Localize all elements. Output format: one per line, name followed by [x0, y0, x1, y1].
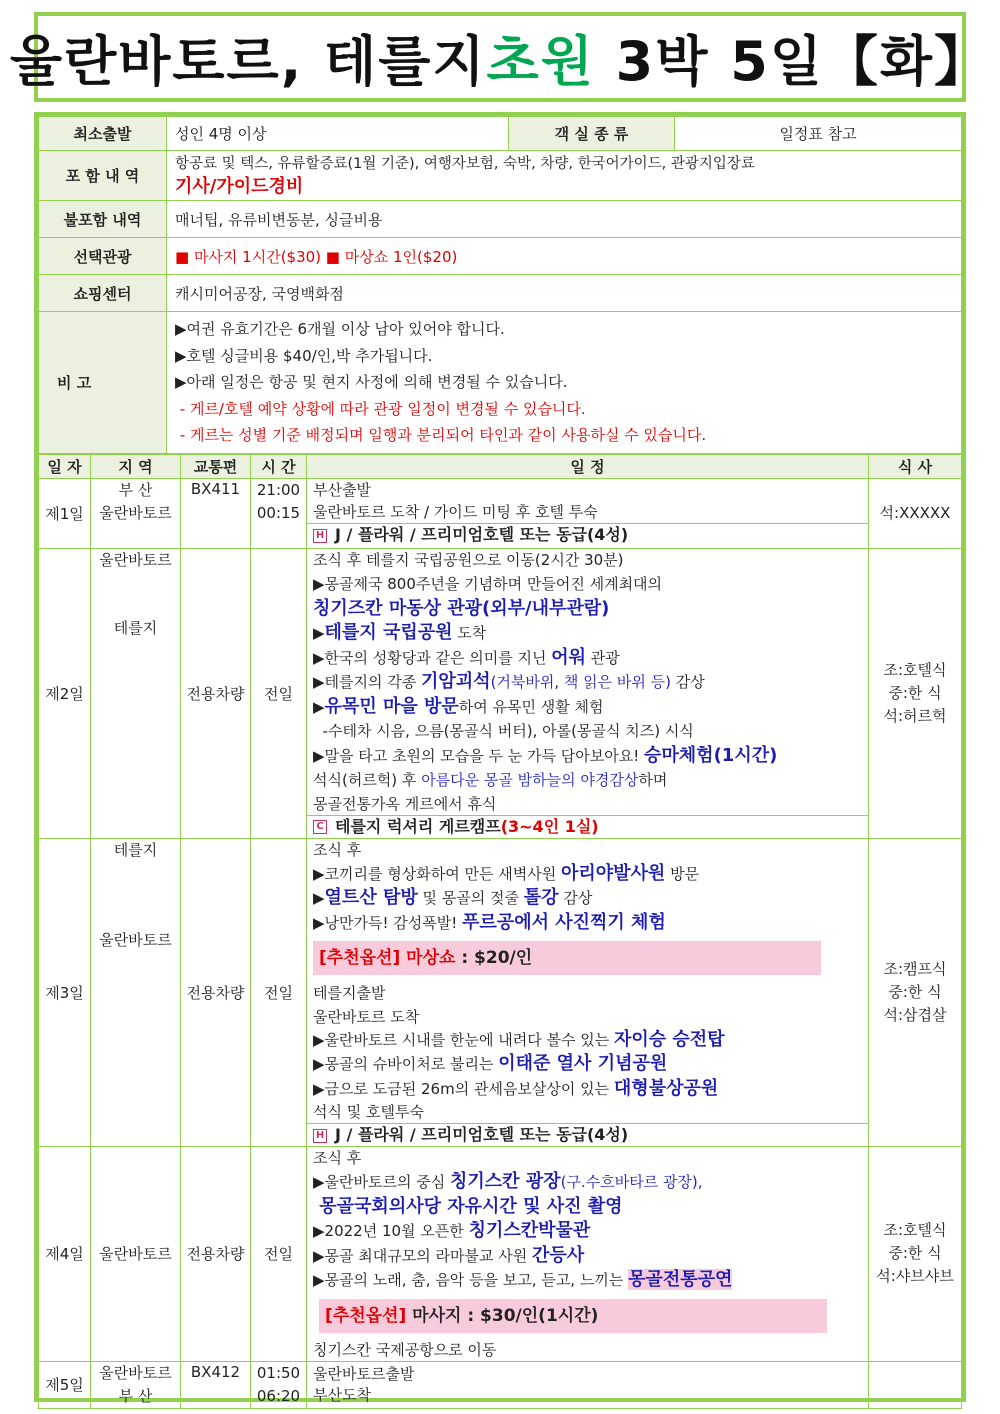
- recommended-option-box: [추천옵션] 마사지 : $30/인(1시간): [319, 1299, 827, 1333]
- day-label: 제2일: [39, 549, 91, 839]
- info-row-min-departure: [39, 117, 962, 151]
- day-itinerary: [307, 479, 869, 549]
- itinerary-line-highlight: 칭기즈칸 마동상 관광(외부/내부관람): [313, 597, 610, 619]
- itinerary-line: ▶몽골의 노래, 춤, 음악 등을 보고, 듣고, 느끼는 몽골전통공연: [313, 1269, 733, 1290]
- day-itinerary: [307, 1147, 869, 1362]
- room-type-value: 일정표 참고: [675, 117, 962, 151]
- day-time: [251, 479, 307, 549]
- notes-value: [167, 312, 962, 454]
- location-line: 테를지: [113, 840, 158, 859]
- itinerary-line: 조식 후 테를지 국립공원으로 이동(2시간 30분): [313, 551, 624, 569]
- day-itinerary: [307, 838, 869, 1147]
- itinerary-line: 칭기스칸 국제공항으로 이동: [313, 1340, 497, 1359]
- day-time: 전일: [251, 838, 307, 1147]
- itinerary-document: [34, 112, 966, 1405]
- note-line-3: ▶아래 일정은 항공 및 현지 사정에 의해 변경될 수 있습니다.: [175, 373, 568, 392]
- title-part-1: 울란바토르, 테를지: [9, 29, 487, 93]
- itinerary-line: ▶몽골제국 800주년을 기념하며 만들어진 세계최대의: [313, 575, 663, 593]
- itinerary-line: ▶한국의 성황당과 같은 의미를 지닌 어워 관광: [313, 646, 620, 668]
- itinerary-line: 부산출발: [313, 481, 371, 499]
- schedule-table: [38, 454, 962, 1409]
- itinerary-line: 조식 후: [313, 1149, 362, 1167]
- shopping-value: 캐시미어공장, 국영백화점: [167, 275, 962, 312]
- location-line: 부 산: [118, 1386, 153, 1405]
- day-transport: 전용차량: [181, 1147, 251, 1362]
- meal-line: 조:캠프식: [883, 959, 947, 978]
- title-part-3: 3박 5일【화】: [594, 29, 991, 93]
- header-meal: 식 사: [869, 455, 962, 479]
- itinerary-line: 몽골전통가옥 게르에서 휴식: [313, 794, 497, 813]
- day-time: 전일: [251, 549, 307, 839]
- note-line-1: ▶여권 유효기간은 6개월 이상 남아 있어야 합니다.: [175, 320, 505, 339]
- notes-label: 비 고: [39, 312, 167, 454]
- itinerary-line: 울란바토르 도착: [313, 1007, 420, 1026]
- day-label: 제4일: [39, 1147, 91, 1362]
- note-line-2: ▶호텔 싱글비용 $40/인,박 추가됩니다.: [175, 346, 433, 365]
- includes-line-2: 기사/가이드경비: [175, 175, 304, 197]
- hotel-line: [307, 1123, 868, 1146]
- excludes-value: 매너팁, 유류비변동분, 싱글비용: [167, 201, 962, 238]
- location-line: 부 산: [118, 481, 153, 499]
- time-line: 01:50: [256, 1363, 301, 1382]
- location-line: 테를지: [113, 619, 158, 637]
- min-departure-value: 성인 4명 이상: [167, 117, 509, 151]
- meal-line: 석:삼겹살: [883, 1005, 947, 1024]
- title-banner: [9, 12, 991, 102]
- location-line: 울란바토르: [99, 551, 172, 569]
- header-time: 시 간: [251, 455, 307, 479]
- day-meal: [869, 549, 962, 839]
- info-row-notes: [39, 312, 962, 454]
- day-row-3: [39, 838, 962, 1147]
- note-red-line-1: - 게르/호텔 예약 상황에 따라 관광 일정이 변경될 수 있습니다.: [175, 399, 586, 418]
- day-row-2: [39, 549, 962, 839]
- itinerary-line: ▶테를지 국립공원 도착: [313, 622, 487, 643]
- meal-line: 조:호텔식: [883, 1221, 947, 1240]
- day-meal: [869, 1361, 962, 1408]
- day-meal: [869, 838, 962, 1147]
- itinerary-line: -수테차 시음, 으름(몽골식 버터), 아롤(몽골식 치즈) 시식: [313, 722, 694, 740]
- includes-label: 포 함 내 역: [39, 151, 167, 201]
- optional-tour-label: 선택관광: [39, 238, 167, 275]
- header-transport: 교통편: [181, 455, 251, 479]
- includes-line-1: 항공료 및 텍스, 유류할증료(1월 기준), 여행자보험, 숙박, 차량, 한국어가이드, 관광지입장료: [175, 155, 755, 172]
- itinerary-line: ▶코끼리를 형상화하여 만든 새벽사원 아리야발사원 방문: [313, 862, 700, 884]
- day-transport: 전용차량: [181, 838, 251, 1147]
- itinerary-line: ▶몽골의 슈바이처로 불리는 이태준 열사 기념공원: [313, 1053, 668, 1074]
- room-type-label: 객 실 종 류: [509, 117, 675, 151]
- day-row-1: [39, 479, 962, 549]
- hotel-icon: H: [313, 1129, 327, 1143]
- day-time: 전일: [251, 1147, 307, 1362]
- location-line: 울란바토르: [99, 1363, 172, 1382]
- day-row-4: [39, 1147, 962, 1362]
- meal-line: 석:샤브샤브: [876, 1267, 954, 1286]
- hotel-line: C 테를지 럭셔리 게르캠프(3~4인 1실): [307, 815, 868, 838]
- itinerary-line: 울란바토르 도착 / 가이드 미팅 후 호텔 투숙: [313, 503, 598, 521]
- day-label: 제3일: [39, 838, 91, 1147]
- day-time: [251, 1361, 307, 1408]
- day-itinerary: [307, 1361, 869, 1408]
- info-row-optional: [39, 238, 962, 275]
- itinerary-line: ▶울란바토르 시내를 한눈에 내려다 볼수 있는 자이승 승전탑: [313, 1028, 725, 1050]
- itinerary-line: ▶몽골 최대규모의 라마불교 사원 간등사: [313, 1244, 585, 1266]
- itinerary-line: ▶금으로 도금된 26m의 관세음보살상이 있는 대형불상공원: [313, 1077, 719, 1099]
- hotel-icon: H: [313, 529, 327, 543]
- page-title: [10, 19, 990, 96]
- day-location: [91, 1361, 181, 1408]
- itinerary-line: ▶울란바토르의 중심 칭기스칸 광장(구.수흐바타르 광장),: [313, 1171, 703, 1192]
- info-row-excludes: [39, 201, 962, 238]
- info-row-shopping: [39, 275, 962, 312]
- day-transport: BX411: [181, 479, 251, 549]
- itinerary-line: ▶유목민 마을 방문하여 유목민 생활 체험: [313, 695, 604, 717]
- day-location: [91, 479, 181, 549]
- itinerary-line: 석식(허르헉) 후 아름다운 몽골 밤하늘의 야경감상하며: [313, 771, 668, 789]
- itinerary-line: 석식 및 호텔투숙: [313, 1103, 424, 1121]
- camp-icon: C: [313, 820, 327, 834]
- day-transport: BX412: [181, 1361, 251, 1408]
- day-itinerary: [307, 549, 869, 839]
- header-day: 일 자: [39, 455, 91, 479]
- note-red-line-2: - 게르는 성별 기준 배정되며 일행과 분리되어 타인과 같이 사용하실 수 있습니다.: [175, 426, 707, 445]
- schedule-header-row: [39, 455, 962, 479]
- itinerary-line: ▶낭만가득! 감성폭발! 푸르공에서 사진찍기 체험: [313, 911, 666, 933]
- meal-line: 조:호텔식: [883, 660, 947, 679]
- hotel-text: J / 플라워 / 프리미엄호텔 또는 동급(4성): [335, 1125, 629, 1144]
- excludes-label: 불포함 내역: [39, 201, 167, 238]
- min-departure-label: 최소출발: [39, 117, 167, 151]
- itinerary-line: ▶2022년 10월 오픈한 칭기스칸박물관: [313, 1220, 591, 1241]
- optional-tour-value: ■ 마사지 1시간($30) ■ 마상쇼 1인($20): [167, 238, 962, 275]
- shopping-label: 쇼핑센터: [39, 275, 167, 312]
- time-line: 06:20: [256, 1386, 301, 1405]
- day-meal: [869, 1147, 962, 1362]
- itinerary-line: 조식 후: [313, 840, 362, 859]
- itinerary-line: ▶테를지의 각종 기암괴석(거북바위, 책 읽은 바위 등) 감상: [313, 671, 705, 692]
- info-table: [38, 116, 962, 454]
- itinerary-line: 부산도착: [313, 1385, 371, 1404]
- meal-line: 중:한 식: [888, 1244, 942, 1263]
- day-meal: 석:XXXXX: [869, 479, 962, 549]
- day-label: 제5일: [39, 1361, 91, 1408]
- includes-value: [167, 151, 962, 201]
- time-line: 00:15: [256, 504, 301, 522]
- itinerary-line: 울란바토르출발: [313, 1364, 415, 1383]
- itinerary-line: 테를지출발: [313, 984, 386, 1002]
- itinerary-line: ▶열트산 탐방 및 몽골의 젖줄 톨강 감상: [313, 887, 593, 908]
- itinerary-line-highlight: 몽골국회의사당 자유시간 및 사진 촬영: [313, 1195, 623, 1217]
- recommended-option-box: [추천옵션] 마상쇼 : $20/인: [313, 941, 821, 975]
- time-line: 21:00: [256, 481, 301, 499]
- header-location: 지 역: [91, 455, 181, 479]
- header-itinerary: 일 정: [307, 455, 869, 479]
- hotel-text: J / 플라워 / 프리미엄호텔 또는 동급(4성): [335, 525, 629, 544]
- meal-line: 석:허르헉: [883, 706, 947, 725]
- location-line: 울란바토르: [99, 930, 172, 949]
- itinerary-line: ▶말을 타고 초원의 모습을 두 눈 가득 담아보아요! 승마체험(1시간): [313, 744, 778, 766]
- hotel-line: [307, 523, 868, 546]
- meal-line: 중:한 식: [888, 982, 942, 1001]
- day-location: [91, 549, 181, 839]
- info-row-includes: [39, 151, 962, 201]
- day-location: 울란바토르: [91, 1147, 181, 1362]
- day-label: 제1일: [39, 479, 91, 549]
- location-line: 울란바토르: [99, 504, 172, 522]
- title-part-2: 초원: [486, 29, 595, 93]
- meal-line: 중:한 식: [888, 683, 942, 702]
- day-location: [91, 838, 181, 1147]
- day-transport: 전용차량: [181, 549, 251, 839]
- day-row-5: [39, 1361, 962, 1408]
